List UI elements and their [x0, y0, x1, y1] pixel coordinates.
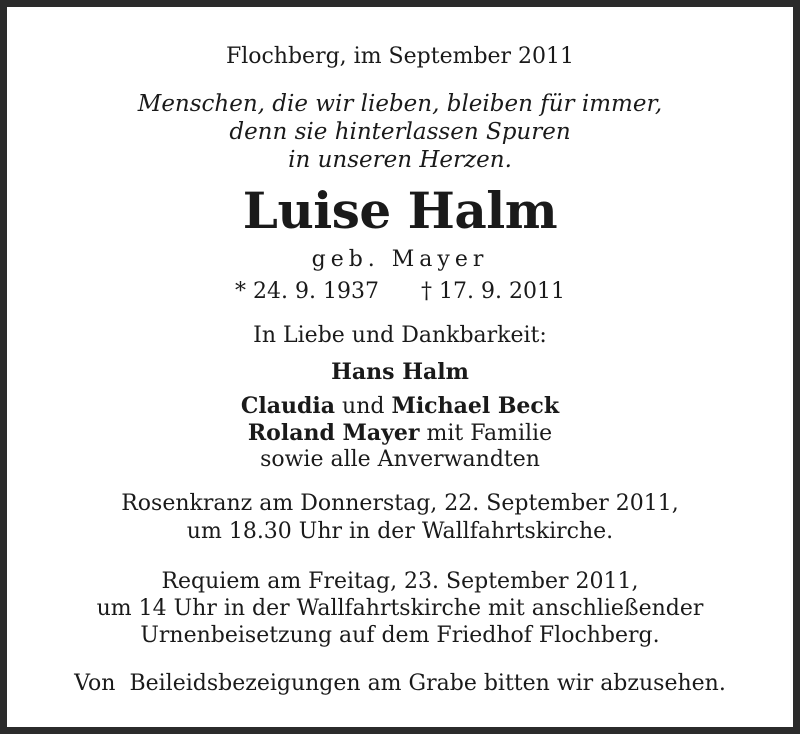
birth-name: geb. Mayer — [311, 247, 489, 272]
death-symbol: † — [421, 279, 432, 304]
condolence-note: Von Beileidsbezeigungen am Grabe bitten wir abzusehen. — [74, 671, 726, 696]
quote-line-3: in unseren Herzen. — [288, 147, 512, 173]
family-text: mit Familie — [419, 421, 553, 446]
requiem-line-2: um 14 Uhr in der Wallfahrtskirche mit anschließender — [96, 596, 704, 621]
place-date: Flochberg, im September 2011 — [225, 44, 575, 69]
mourner-roland-mayer — [14, 420, 786, 446]
conjunction-text: und — [335, 394, 392, 419]
rosary-line-2: um 18.30 Uhr in der Wallfahrtskirche. — [186, 519, 614, 544]
quote-line-1: Menschen, die wir lieben, bleiben für immer, — [137, 91, 663, 117]
birth-symbol: * — [235, 279, 247, 304]
mourner-hans-halm: Hans Halm — [331, 359, 469, 385]
mourner-roland-mayer-name: Roland Mayer — [247, 420, 420, 446]
death-date: 17. 9. 2011 — [439, 279, 565, 304]
mourner-claudia: Claudia — [240, 393, 336, 419]
deceased-name: Luise Halm — [242, 181, 558, 240]
rosary-line-1: Rosenkranz am Donnerstag, 22. September 2011, — [121, 491, 679, 516]
mourner-claudia-michael-beck — [14, 393, 786, 419]
life-dates — [14, 279, 786, 304]
quote-line-2: denn sie hinterlassen Spuren — [229, 119, 571, 145]
requiem-line-3: Urnenbeisetzung auf dem Friedhof Flochberg. — [140, 623, 660, 648]
birth-date: 24. 9. 1937 — [253, 279, 379, 304]
requiem-line-1: Requiem am Freitag, 23. September 2011, — [161, 569, 639, 594]
mourner-michael-beck: Michael Beck — [391, 393, 560, 419]
relatives-line: sowie alle Anverwandten — [260, 447, 540, 472]
mourners-intro: In Liebe und Dankbarkeit: — [253, 323, 547, 348]
